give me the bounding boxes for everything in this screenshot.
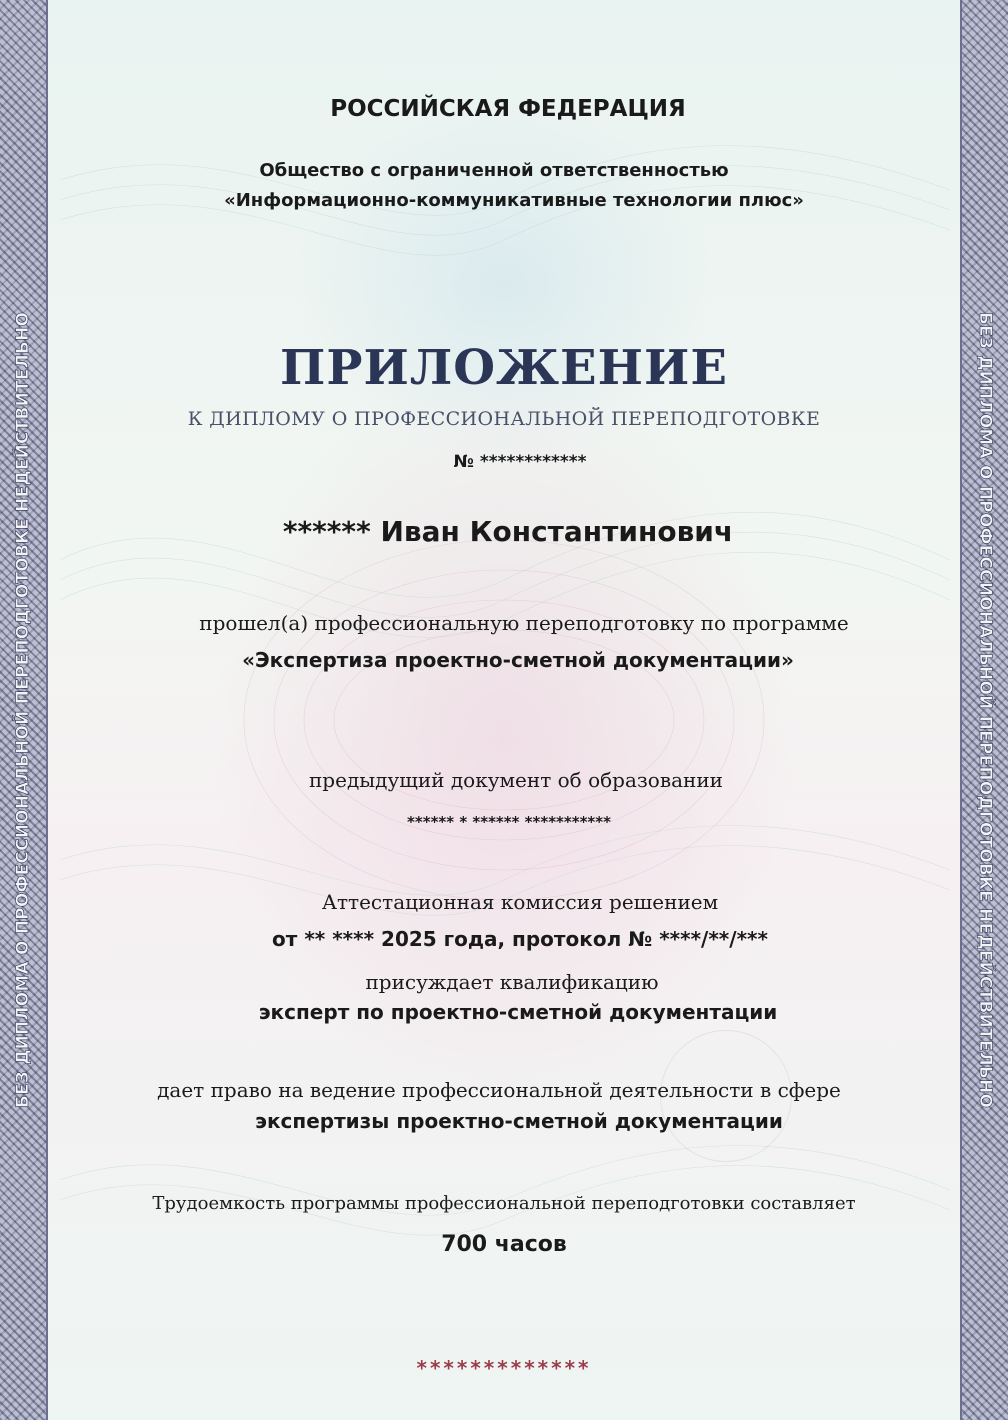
program-name: «Экспертиза проектно-сметной документации»: [242, 648, 794, 672]
attestation-decision: от ** **** 2025 года, протокол № ****/**/***: [272, 927, 768, 951]
rights-sphere: экспертизы проектно-сметной документации: [255, 1109, 783, 1133]
organization-type: Общество с ограниченной ответственностью: [259, 160, 729, 181]
rights-label: дает право на ведение профессиональной деятельности в сфере: [157, 1078, 841, 1102]
left-border-text: БЕЗ ДИПЛОМА О ПРОФЕССИОНАЛЬНОЙ ПЕРЕПОДГОТОВКЕ НЕДЕЙСТВИТЕЛЬНО: [13, 311, 33, 1109]
program-label: прошел(а) профессиональную переподготовку по программе: [199, 611, 849, 635]
document-subtitle: К ДИПЛОМУ О ПРОФЕССИОНАЛЬНОЙ ПЕРЕПОДГОТОВКЕ: [187, 408, 821, 430]
qualification-value: эксперт по проектно-сметной документации: [258, 1000, 778, 1024]
holder-full-name: ****** Иван Константинович: [282, 515, 734, 548]
document-number: № ************: [453, 452, 587, 472]
organization-name: «Информационно-коммуникативные технологии плюс»: [224, 190, 804, 211]
previous-education-value: ****** * ****** ***********: [407, 813, 611, 831]
right-border-text: БЕЗ ДИПЛОМА О ПРОФЕССИОНАЛЬНОЙ ПЕРЕПОДГОТОВКЕ НЕДЕЙСТВИТЕЛЬНО: [975, 311, 995, 1109]
document-title: ПРИЛОЖЕНИЕ: [280, 340, 728, 396]
qualification-label: присуждает квалификацию: [365, 970, 659, 994]
serial-number: *************: [416, 1356, 592, 1380]
previous-education-label: предыдущий документ об образовании: [308, 768, 724, 792]
country-heading: РОССИЙСКАЯ ФЕДЕРАЦИЯ: [330, 96, 686, 122]
workload-label: Трудоемкость программы профессиональной переподготовки составляет: [152, 1193, 856, 1214]
workload-hours: 700 часов: [441, 1232, 567, 1257]
attestation-label: Аттестационная комиссия решением: [321, 890, 719, 914]
